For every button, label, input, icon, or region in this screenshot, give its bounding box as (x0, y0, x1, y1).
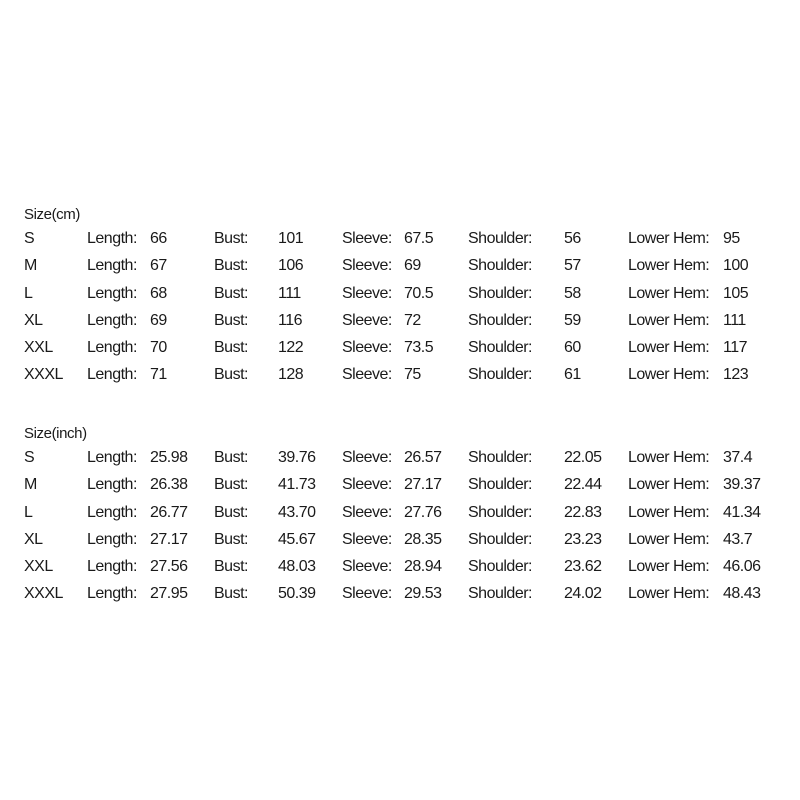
size-label: XXXL (24, 366, 63, 384)
bust-value: 122 (278, 339, 304, 357)
lower-hem-label: Lower Hem: (628, 339, 710, 357)
shoulder-value: 60 (564, 339, 581, 357)
lower-hem-value: 37.4 (723, 449, 753, 466)
length-value: 68 (150, 284, 167, 302)
sleeve-value: 28.35 (404, 530, 442, 548)
shoulder-value: 56 (564, 230, 581, 247)
size-row (24, 309, 784, 336)
bust-label: Bust: (214, 449, 248, 466)
size-label: S (24, 449, 35, 466)
bust-label: Bust: (214, 503, 248, 521)
size-row (24, 363, 784, 390)
bust-value: 39.76 (278, 449, 316, 466)
shoulder-value: 23.62 (564, 558, 602, 576)
shoulder-label: Shoulder: (468, 284, 532, 302)
lower-hem-value: 117 (723, 339, 748, 357)
sleeve-value: 75 (404, 366, 421, 384)
length-label: Length: (87, 558, 137, 576)
shoulder-value: 59 (564, 311, 581, 329)
bust-value: 48.03 (278, 558, 316, 576)
shoulder-value: 57 (564, 257, 581, 275)
bust-label: Bust: (214, 230, 248, 247)
shoulder-value: 22.83 (564, 503, 602, 521)
size-row (24, 282, 784, 309)
shoulder-label: Shoulder: (468, 585, 532, 603)
bust-label: Bust: (214, 366, 248, 384)
sleeve-label: Sleeve: (342, 284, 392, 302)
bust-label: Bust: (214, 476, 248, 494)
sleeve-label: Sleeve: (342, 257, 392, 275)
lower-hem-value: 43.7 (723, 530, 753, 548)
lower-hem-label: Lower Hem: (628, 230, 710, 247)
size-label: M (24, 476, 37, 494)
length-label: Length: (87, 230, 137, 247)
size-row (24, 227, 784, 254)
lower-hem-label: Lower Hem: (628, 284, 710, 302)
size-label: XL (24, 311, 43, 329)
shoulder-value: 24.02 (564, 585, 602, 603)
shoulder-value: 58 (564, 284, 581, 302)
size-row (24, 446, 784, 473)
shoulder-label: Shoulder: (468, 339, 532, 357)
bust-label: Bust: (214, 585, 248, 603)
size-chart-inch-title: Size(inch) (24, 425, 87, 442)
length-value: 26.77 (150, 503, 188, 521)
bust-value: 43.70 (278, 503, 316, 521)
bust-value: 41.73 (278, 476, 316, 494)
sleeve-value: 72 (404, 311, 421, 329)
lower-hem-value: 100 (723, 257, 749, 275)
lower-hem-value: 48.43 (723, 585, 761, 603)
lower-hem-value: 41.34 (723, 503, 761, 521)
length-label: Length: (87, 530, 137, 548)
length-value: 27.95 (150, 585, 188, 603)
bust-value: 111 (278, 284, 301, 302)
sleeve-label: Sleeve: (342, 366, 392, 384)
shoulder-value: 23.23 (564, 530, 602, 548)
bust-label: Bust: (214, 284, 248, 302)
bust-label: Bust: (214, 339, 248, 357)
shoulder-label: Shoulder: (468, 311, 532, 329)
lower-hem-value: 95 (723, 230, 740, 247)
bust-value: 45.67 (278, 530, 316, 548)
sleeve-label: Sleeve: (342, 503, 392, 521)
sleeve-label: Sleeve: (342, 558, 392, 576)
size-row (24, 473, 784, 500)
size-chart-cm-title: Size(cm) (24, 206, 80, 223)
lower-hem-label: Lower Hem: (628, 311, 710, 329)
length-value: 27.56 (150, 558, 188, 576)
lower-hem-label: Lower Hem: (628, 558, 710, 576)
sleeve-label: Sleeve: (342, 476, 392, 494)
bust-value: 128 (278, 366, 304, 384)
lower-hem-label: Lower Hem: (628, 476, 710, 494)
length-label: Length: (87, 503, 137, 521)
sleeve-label: Sleeve: (342, 530, 392, 548)
length-label: Length: (87, 366, 137, 384)
sleeve-label: Sleeve: (342, 449, 392, 466)
length-value: 71 (150, 366, 167, 384)
sleeve-value: 28.94 (404, 558, 442, 576)
bust-value: 50.39 (278, 585, 316, 603)
length-value: 25.98 (150, 449, 188, 466)
sleeve-value: 70.5 (404, 284, 434, 302)
length-value: 66 (150, 230, 167, 247)
sleeve-label: Sleeve: (342, 230, 392, 247)
length-label: Length: (87, 449, 137, 466)
lower-hem-label: Lower Hem: (628, 503, 710, 521)
size-row (24, 528, 784, 555)
shoulder-value: 61 (564, 366, 581, 384)
lower-hem-label: Lower Hem: (628, 585, 710, 603)
sleeve-value: 67.5 (404, 230, 434, 247)
length-value: 70 (150, 339, 167, 357)
size-chart-cm-rows (24, 227, 784, 391)
size-row (24, 555, 784, 582)
shoulder-label: Shoulder: (468, 257, 532, 275)
shoulder-label: Shoulder: (468, 503, 532, 521)
length-value: 26.38 (150, 476, 188, 494)
lower-hem-value: 123 (723, 366, 749, 384)
length-value: 69 (150, 311, 167, 329)
length-label: Length: (87, 339, 137, 357)
shoulder-label: Shoulder: (468, 530, 532, 548)
length-label: Length: (87, 311, 137, 329)
size-label: XL (24, 530, 43, 548)
bust-label: Bust: (214, 530, 248, 548)
lower-hem-value: 105 (723, 284, 749, 302)
size-label: XXL (24, 558, 53, 576)
lower-hem-value: 39.37 (723, 476, 761, 494)
lower-hem-label: Lower Hem: (628, 366, 710, 384)
size-chart-cm (24, 203, 784, 391)
size-row (24, 501, 784, 528)
shoulder-label: Shoulder: (468, 366, 532, 384)
size-label: L (24, 503, 33, 521)
length-value: 67 (150, 257, 167, 275)
sleeve-label: Sleeve: (342, 339, 392, 357)
lower-hem-label: Lower Hem: (628, 257, 710, 275)
length-label: Length: (87, 284, 137, 302)
lower-hem-label: Lower Hem: (628, 449, 710, 466)
sleeve-value: 29.53 (404, 585, 442, 603)
size-row (24, 336, 784, 363)
size-label: M (24, 257, 37, 275)
shoulder-value: 22.44 (564, 476, 602, 494)
shoulder-label: Shoulder: (468, 230, 532, 247)
length-label: Length: (87, 257, 137, 275)
sleeve-value: 26.57 (404, 449, 442, 466)
sleeve-value: 69 (404, 257, 421, 275)
lower-hem-label: Lower Hem: (628, 530, 710, 548)
size-label: XXXL (24, 585, 63, 603)
sleeve-value: 27.76 (404, 503, 442, 521)
length-label: Length: (87, 476, 137, 494)
shoulder-value: 22.05 (564, 449, 602, 466)
sleeve-label: Sleeve: (342, 585, 392, 603)
size-row (24, 582, 784, 609)
bust-label: Bust: (214, 257, 248, 275)
sleeve-value: 73.5 (404, 339, 434, 357)
sleeve-label: Sleeve: (342, 311, 392, 329)
sleeve-value: 27.17 (404, 476, 442, 494)
size-chart-inch-rows (24, 446, 784, 610)
shoulder-label: Shoulder: (468, 449, 532, 466)
lower-hem-value: 46.06 (723, 558, 761, 576)
bust-label: Bust: (214, 558, 248, 576)
size-chart-inch (24, 422, 784, 610)
length-value: 27.17 (150, 530, 188, 548)
bust-value: 116 (278, 311, 303, 329)
bust-value: 106 (278, 257, 304, 275)
size-label: XXL (24, 339, 53, 357)
bust-label: Bust: (214, 311, 248, 329)
shoulder-label: Shoulder: (468, 476, 532, 494)
size-label: S (24, 230, 35, 247)
shoulder-label: Shoulder: (468, 558, 532, 576)
size-row (24, 254, 784, 281)
bust-value: 101 (278, 230, 304, 247)
length-label: Length: (87, 585, 137, 603)
size-label: L (24, 284, 33, 302)
lower-hem-value: 111 (723, 311, 746, 329)
